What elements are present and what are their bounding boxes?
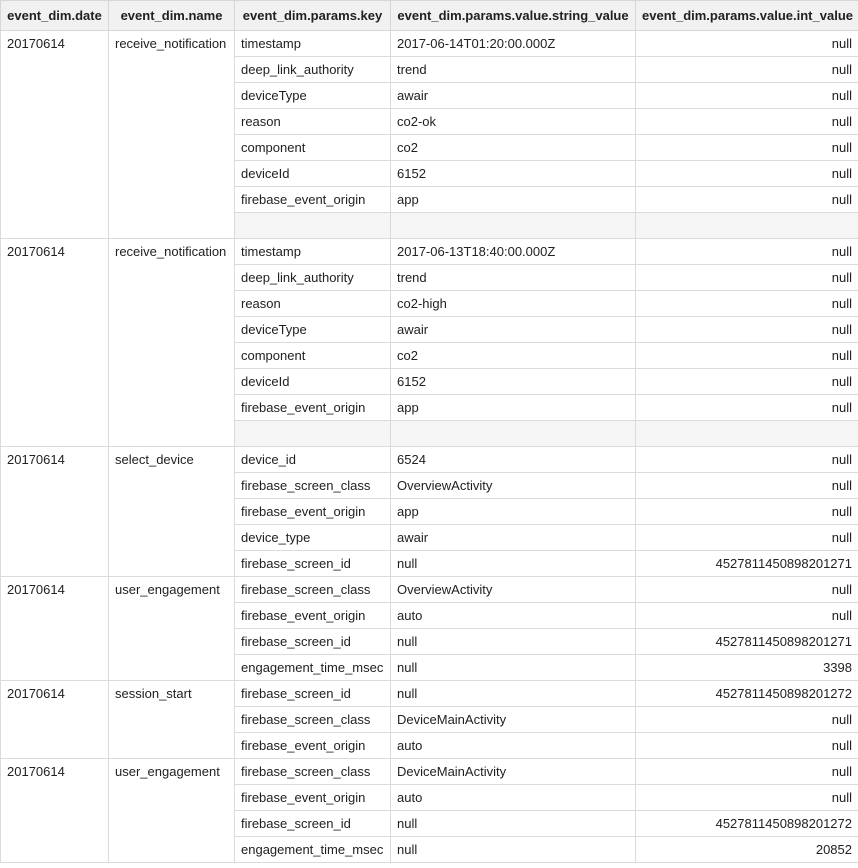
results-body xyxy=(1,31,858,863)
cell-int-value: null xyxy=(636,83,858,109)
cell-int-value: null xyxy=(636,187,858,213)
cell-int-value: 4527811450898201272 xyxy=(636,681,858,707)
table-row xyxy=(1,759,858,785)
cell-param-key: firebase_event_origin xyxy=(235,499,391,525)
cell-param-key: firebase_event_origin xyxy=(235,395,391,421)
cell-string-value: auto xyxy=(391,603,636,629)
cell-string-value: null xyxy=(391,551,636,577)
table-row xyxy=(1,447,858,473)
cell-string-value: null xyxy=(391,837,636,863)
cell-string-value: co2-high xyxy=(391,291,636,317)
cell-int-value: 4527811450898201271 xyxy=(636,629,858,655)
cell-int-value: null xyxy=(636,239,858,265)
cell-param-key: component xyxy=(235,135,391,161)
cell-date: 20170614 xyxy=(1,759,109,863)
cell-int-value: null xyxy=(636,265,858,291)
cell-string-value: 2017-06-13T18:40:00.000Z xyxy=(391,239,636,265)
empty-cell xyxy=(235,213,391,239)
cell-int-value: 3398 xyxy=(636,655,858,681)
empty-cell xyxy=(391,421,636,447)
cell-int-value: null xyxy=(636,291,858,317)
table-row xyxy=(1,31,858,57)
cell-string-value: app xyxy=(391,499,636,525)
cell-string-value: awair xyxy=(391,317,636,343)
cell-string-value: null xyxy=(391,629,636,655)
results-header xyxy=(1,1,858,31)
cell-event-name: user_engagement xyxy=(109,577,235,681)
table-row xyxy=(1,577,858,603)
cell-param-key: timestamp xyxy=(235,31,391,57)
cell-param-key: firebase_screen_class xyxy=(235,759,391,785)
empty-cell xyxy=(636,421,858,447)
cell-param-key: device_type xyxy=(235,525,391,551)
cell-param-key: engagement_time_msec xyxy=(235,837,391,863)
cell-int-value: null xyxy=(636,343,858,369)
cell-string-value: OverviewActivity xyxy=(391,577,636,603)
cell-int-value: null xyxy=(636,525,858,551)
column-header-int-value[interactable]: event_dim.params.value.int_value xyxy=(636,1,858,31)
cell-int-value: null xyxy=(636,135,858,161)
header-row xyxy=(1,1,858,31)
cell-string-value: null xyxy=(391,655,636,681)
cell-int-value: 20852 xyxy=(636,837,858,863)
cell-string-value: DeviceMainActivity xyxy=(391,707,636,733)
cell-param-key: firebase_event_origin xyxy=(235,187,391,213)
cell-string-value: co2-ok xyxy=(391,109,636,135)
cell-int-value: null xyxy=(636,707,858,733)
cell-param-key: firebase_screen_id xyxy=(235,551,391,577)
empty-cell xyxy=(235,421,391,447)
cell-int-value: null xyxy=(636,109,858,135)
cell-int-value: null xyxy=(636,31,858,57)
cell-param-key: reason xyxy=(235,109,391,135)
cell-int-value: null xyxy=(636,369,858,395)
cell-int-value: null xyxy=(636,603,858,629)
cell-param-key: engagement_time_msec xyxy=(235,655,391,681)
cell-int-value: null xyxy=(636,57,858,83)
cell-string-value: DeviceMainActivity xyxy=(391,759,636,785)
cell-int-value: null xyxy=(636,759,858,785)
cell-event-name: receive_notification xyxy=(109,31,235,239)
cell-string-value: 6152 xyxy=(391,369,636,395)
cell-string-value: auto xyxy=(391,733,636,759)
cell-int-value: null xyxy=(636,733,858,759)
cell-param-key: reason xyxy=(235,291,391,317)
empty-cell xyxy=(636,213,858,239)
cell-date: 20170614 xyxy=(1,239,109,447)
cell-int-value: null xyxy=(636,473,858,499)
cell-int-value: null xyxy=(636,317,858,343)
cell-param-key: deep_link_authority xyxy=(235,265,391,291)
cell-param-key: firebase_event_origin xyxy=(235,603,391,629)
cell-int-value: null xyxy=(636,785,858,811)
column-header-params-key[interactable]: event_dim.params.key xyxy=(235,1,391,31)
cell-date: 20170614 xyxy=(1,31,109,239)
cell-param-key: firebase_screen_class xyxy=(235,577,391,603)
cell-event-name: user_engagement xyxy=(109,759,235,863)
cell-string-value: 2017-06-14T01:20:00.000Z xyxy=(391,31,636,57)
cell-string-value: awair xyxy=(391,525,636,551)
cell-int-value: 4527811450898201272 xyxy=(636,811,858,837)
cell-param-key: component xyxy=(235,343,391,369)
cell-param-key: deviceType xyxy=(235,317,391,343)
cell-param-key: firebase_screen_id xyxy=(235,811,391,837)
cell-param-key: deviceId xyxy=(235,369,391,395)
cell-param-key: firebase_event_origin xyxy=(235,785,391,811)
cell-param-key: firebase_screen_class xyxy=(235,473,391,499)
cell-param-key: device_id xyxy=(235,447,391,473)
cell-param-key: deep_link_authority xyxy=(235,57,391,83)
cell-event-name: select_device xyxy=(109,447,235,577)
cell-string-value: app xyxy=(391,395,636,421)
cell-param-key: firebase_screen_id xyxy=(235,629,391,655)
cell-date: 20170614 xyxy=(1,681,109,759)
table-row xyxy=(1,239,858,265)
cell-string-value: trend xyxy=(391,265,636,291)
cell-int-value: null xyxy=(636,395,858,421)
cell-string-value: co2 xyxy=(391,343,636,369)
cell-string-value: app xyxy=(391,187,636,213)
cell-string-value: trend xyxy=(391,57,636,83)
cell-string-value: 6152 xyxy=(391,161,636,187)
column-header-name[interactable]: event_dim.name xyxy=(109,1,235,31)
cell-int-value: null xyxy=(636,447,858,473)
cell-int-value: null xyxy=(636,577,858,603)
cell-param-key: firebase_event_origin xyxy=(235,733,391,759)
cell-string-value: 6524 xyxy=(391,447,636,473)
table-row xyxy=(1,681,858,707)
cell-string-value: auto xyxy=(391,785,636,811)
cell-param-key: deviceType xyxy=(235,83,391,109)
cell-param-key: timestamp xyxy=(235,239,391,265)
cell-param-key: firebase_screen_class xyxy=(235,707,391,733)
cell-string-value: null xyxy=(391,811,636,837)
empty-cell xyxy=(391,213,636,239)
cell-int-value: null xyxy=(636,499,858,525)
cell-param-key: deviceId xyxy=(235,161,391,187)
cell-param-key: firebase_screen_id xyxy=(235,681,391,707)
cell-string-value: null xyxy=(391,681,636,707)
column-header-string-value[interactable]: event_dim.params.value.string_value xyxy=(391,1,636,31)
cell-event-name: receive_notification xyxy=(109,239,235,447)
column-header-date[interactable]: event_dim.date xyxy=(1,1,109,31)
cell-string-value: OverviewActivity xyxy=(391,473,636,499)
cell-string-value: awair xyxy=(391,83,636,109)
cell-int-value: 4527811450898201271 xyxy=(636,551,858,577)
cell-int-value: null xyxy=(636,161,858,187)
cell-string-value: co2 xyxy=(391,135,636,161)
cell-date: 20170614 xyxy=(1,577,109,681)
cell-event-name: session_start xyxy=(109,681,235,759)
cell-date: 20170614 xyxy=(1,447,109,577)
